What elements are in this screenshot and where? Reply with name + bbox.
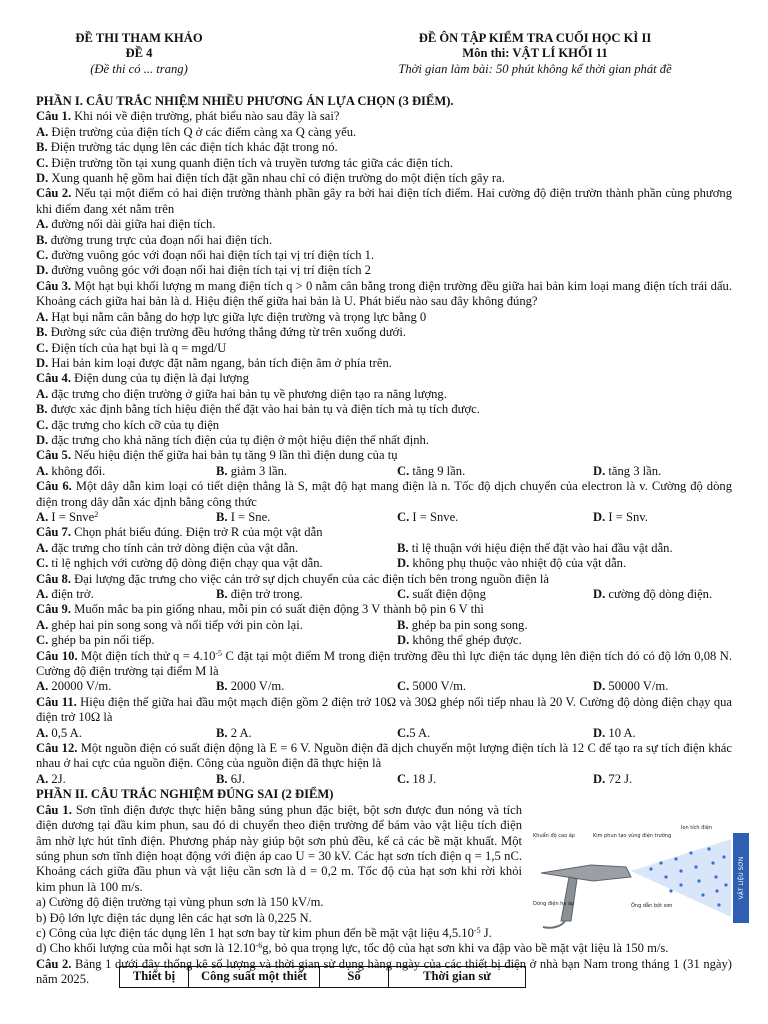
p2q1-statement-a: a) Cường độ điện trường tại vùng phun sơn là 150 kV/m. — [36, 895, 324, 910]
q4-option-c: C. đặc trưng cho kích cỡ của tụ điện — [36, 417, 220, 432]
col-device: Thiết bị — [120, 967, 189, 988]
question-2: Câu 2. Nếu tại một điểm có hai điện trường thành phần gây ra bởi hai điện tích điểm. Hai cường độ điện trườn thành phần cùng phương khi điểm đang xét nằm trên — [36, 186, 732, 216]
exam-body — [36, 94, 745, 988]
q2-option-a: A. đường nối dài giữa hai điện tích. — [36, 217, 216, 232]
q1-option-c: C. Điện trường tồn tại xung quanh điện tích và truyền tương tác giữa các điện tích. — [36, 155, 454, 170]
q7-options-ab — [36, 541, 732, 556]
label-gun: Khuẩn độ cao áp — [533, 832, 575, 839]
p2q1-statement-d: d) Cho khối lượng của mỗi hạt sơn là $12.10^{-6}g$, bỏ qua trọng lực, tốc độ của hạt sơn khi va đập vào bề mặt vật liệu là 150 m/s. — [36, 941, 669, 956]
q6-option-a: A. I = Snve$^2$ — [36, 509, 99, 524]
q5-options — [36, 464, 732, 479]
q6-option-d: D. I = Snv. — [593, 509, 648, 524]
q4-option-b: B. được xác định bằng tích hiệu điện thế đặt vào hai bản tụ và điện tích mà tụ tích được. — [36, 402, 480, 417]
q7-option-b: B. tỉ lệ thuận với hiệu điện thế đặt vào hai đầu vật dẫn. — [397, 540, 673, 555]
q8-option-c: C. suất điện động — [397, 587, 486, 601]
q4-option-a: A. đặc trưng cho điện trường ở giữa hai bản tụ về phương diện tạo ra năng lượng. — [36, 386, 447, 401]
q1-option-a: A. Điện trường của điện tích Q ở các điểm càng xa Q càng yếu. — [36, 124, 357, 139]
label-needle: Kim phun tạo vùng điện trường — [593, 832, 672, 839]
q1-option-d: D. Xung quanh hệ gồm hai điện tích đặt gần nhau chỉ có điện trường do một điện tích gây ra. — [36, 171, 505, 186]
q2-option-d: D. đường vuông góc với đoạn nối hai điện tích tại vị trí điện tích 2 — [36, 263, 371, 278]
q8-option-b: B. điện trở trong. — [216, 587, 303, 601]
label-ion: Ion tích điện — [681, 824, 712, 831]
q12-option-b: B. 6J. — [216, 771, 246, 786]
col-time: Thời gian sử — [389, 967, 526, 988]
part2-question-1 — [36, 802, 745, 957]
q11-option-b: B. 2 A. — [216, 725, 252, 740]
q5-option-a: A. không đổi. — [36, 463, 106, 478]
q6-option-b: B. I = Sne. — [216, 509, 271, 524]
part2-question-2: Câu 2. Bảng 1 dưới đây thống kê số lượng và thời gian sử dụng hàng ngày của các thiết bị điện ở nhà bạn Nam trong tháng 1 (31 ngày) năm 2025. — [36, 956, 732, 987]
exam-time: Thời gian làm bài: 50 phút không kể thời gian phát đề — [398, 61, 672, 76]
question-6: Câu 6. Một dây dẫn kim loại có tiết diện thẳng là S, mật độ hạt mang điện là n. Tốc độ dịch chuyển của electron là v. Cường độ dòng điện trong dây dẫn xác định bằng công thức — [36, 479, 732, 509]
q5-option-c: C. tăng 9 lần. — [397, 463, 466, 478]
question-5: Câu 5. Nếu hiệu điện thế giữa hai bản tụ tăng 9 lần thì điện dung của tụ — [36, 448, 398, 463]
q8-option-d: D. cường độ dòng điện. — [593, 587, 713, 601]
q12-option-a: A. 2J. — [36, 771, 66, 786]
question-4: Câu 4. Điện dung của tụ điện là đại lượng — [36, 371, 249, 386]
col-count: Số — [320, 967, 389, 988]
question-10: Câu 10. Một điện tích thử $q = 4.10^{-5}$ C đặt tại một điểm M trong điện trường đều thì lực điện tác dụng lên điện tích đó có độ lớn 0,08 N. Cường độ điện trường tại điểm M là — [36, 648, 732, 679]
q7-options-cd — [36, 556, 732, 571]
q11-option-d: D. 10 A. — [593, 725, 636, 740]
q1-option-b: B. Điện trường tác dụng lên các điện tích khác đặt trong nó. — [36, 140, 338, 155]
q9-option-b: B. ghép ba pin song song. — [397, 617, 528, 632]
question-12: Câu 12. Một nguồn điện có suất điện động là E = 6 V. Nguồn điện đã dịch chuyển một lượng điện tích là 12 C để tạo ra sự tích điện khác nhau ở hai cực của nguồn điện. Công của nguồn điện đã thực hiện là — [36, 741, 732, 771]
q4-option-d: D. đặc trưng cho khả năng tích điện của tụ điện ở một hiệu điện thế nhất định. — [36, 432, 429, 447]
q6-option-c: C. I = Snve. — [397, 509, 459, 524]
question-3: Câu 3. Một hạt bụi khối lượng m mang điện tích q > 0 nằm cân bằng trong điện trường đều giữa hai bản kim loại mang điện tích trái dấu. Khoảng cách giữa hai bản là d. Hiệu điện thế giữa hai bản là U. Phát biểu nào sau đây không đúng? — [36, 278, 732, 309]
q9-option-c: C. ghép ba pin nối tiếp. — [36, 633, 155, 648]
question-8: Câu 8. Đại lượng đặc trưng cho việc cản trở sự dịch chuyển của các điện tích bên trong nguồn điện là — [36, 571, 549, 586]
part2-heading: PHẦN II. CÂU TRẮC NGHIỆM ĐÚNG SAI (2 ĐIỂM) — [36, 787, 334, 802]
panel-label: VẬT LIỆU SƠN — [738, 856, 745, 900]
q9-option-d: D. không thể ghép được. — [397, 633, 522, 648]
q12-options — [36, 772, 732, 787]
p2q1-stem: Câu 1. Sơn tĩnh điện được thực hiện bằng súng phun đặc biệt, bột sơn được đun nóng và tích điện dương tại đầu kim phun, sau đó di chuyển theo điện trường để bám vào vật liệu tích điện âm nhờ lực hút tĩnh điện. Phương pháp này giúp bột sơn phủ đều, kể cả các bề mặt khuất. Một súng phun sơn tĩnh điện hoạt động với điện áp cao U = 30 kV. Các hạt sơn tích điện q = 1,5 nC. Khoảng cách giữa đầu phun và vật liệu cần sơn là d = 0,2 m. Tốc độ của hạt sơn khi rời khỏi kim phun là 100 m/s. — [36, 802, 522, 894]
q9-options-cd — [36, 633, 732, 648]
q9-options-ab — [36, 618, 732, 633]
q5-option-b: B. giảm 3 lần. — [216, 463, 288, 478]
table-header-row — [120, 967, 526, 988]
q11-options — [36, 726, 732, 741]
q6-options — [36, 510, 732, 525]
spray-gun-figure — [531, 821, 768, 931]
question-9: Câu 9. Muốn mắc ba pin giống nhau, mỗi pin có suất điện động 3 V thành bộ pin 6 V thì — [36, 602, 484, 617]
device-table — [119, 966, 526, 988]
question-7: Câu 7. Chọn phát biểu đúng. Điện trở R của một vật dẫn — [36, 525, 323, 540]
q7-option-a: A. đặc trưng cho tính cản trở dòng điện của vật dẫn. — [36, 540, 299, 555]
q5-option-d: D. tăng 3 lần. — [593, 463, 662, 478]
question-11: Câu 11. Hiệu điện thế giữa hai đầu một mạch điện gồm 2 điện trở 10Ω và 30Ω ghép nối tiếp nhau là 20 V. Cường độ dòng điện chạy qua điện trở 10Ω là — [36, 694, 733, 725]
label-powder: Ống dẫn bột sơn — [631, 902, 673, 909]
q2-option-c: C. đường vuông góc với đoạn nối hai điện tích tại vị trí điện tích 1. — [36, 248, 375, 263]
page-count-note: (Đề thi có ... trang) — [90, 61, 188, 76]
p2q1-statement-b: b) Độ lớn lực điện tác dụng lên các hạt sơn là 0,225 N. — [36, 910, 312, 925]
q7-option-d: D. không phụ thuộc vào nhiệt độ của vật dẫn. — [397, 556, 627, 571]
exam-number: ĐỀ 4 — [125, 46, 153, 61]
q11-option-c: C.5 A. — [397, 725, 431, 740]
exam-title: ĐỀ ÔN TẬP KIỂM TRA CUỐI HỌC KÌ II — [418, 31, 652, 45]
q7-option-c: C. tỉ lệ nghịch với cường độ dòng điện chạy qua vật dẫn. — [36, 556, 323, 571]
q8-options — [36, 587, 732, 602]
q8-option-a: A. điện trở. — [36, 587, 94, 601]
q2-option-b: B. đường trung trực của đoạn nối hai điện tích. — [36, 232, 273, 247]
q12-option-c: C. 18 J. — [397, 771, 437, 786]
q10-option-d: D. 50000 V/m. — [593, 679, 669, 694]
q10-option-c: C. 5000 V/m. — [397, 679, 467, 694]
gun-body — [541, 865, 631, 881]
q10-option-b: B. 2000 V/m. — [216, 679, 285, 694]
gun-handle — [561, 877, 577, 921]
q9-option-a: A. ghép hai pin song song và nối tiếp với pin còn lại. — [36, 617, 303, 632]
p2q1-statement-c: c) Công của lực điện tác dụng lên 1 hạt sơn bay từ kim phun đến bề mặt vật liệu $4,5.10^{-5}$ J. — [36, 925, 492, 940]
header-left — [20, 31, 258, 77]
q11-option-a: A. 0,5 A. — [36, 725, 82, 740]
exam-subject: Môn thi: VẬT LÍ KHỐI 11 — [462, 46, 608, 61]
q3-option-b: B. Đường sức của điện trường đều hướng thẳng đứng từ trên xuống dưới. — [36, 325, 406, 340]
q10-options — [36, 679, 732, 694]
q10-option-a: A. 20000 V/m. — [36, 679, 112, 694]
label-current: Dòng điện ha áp — [533, 900, 575, 907]
col-power: Công suất một thiết — [189, 967, 320, 988]
question-1: Câu 1. Khi nói về điện trường, phát biểu nào sau đây là sai? — [36, 109, 340, 124]
q3-option-a: A. Hạt bụi nằm cân bằng do hợp lực giữa lực điện trường và trọng lực bằng 0 — [36, 309, 427, 324]
q3-option-d: D. Hai bản kim loại được đặt nằm ngang, bản tích điện âm ở phía trên. — [36, 355, 392, 370]
gun-hose — [543, 921, 565, 928]
q3-option-c: C. Điện tích của hạt bụi là q = mgd/U — [36, 340, 227, 355]
part1-heading: PHẦN I. CÂU TRẮC NHIỆM NHIỀU PHƯƠNG ÁN LỰA CHỌN (3 ĐIỂM). — [36, 94, 454, 108]
header-right — [312, 31, 758, 77]
q12-option-d: D. 72 J. — [593, 771, 633, 786]
exam-type: ĐỀ THI THAM KHẢO — [75, 31, 203, 45]
